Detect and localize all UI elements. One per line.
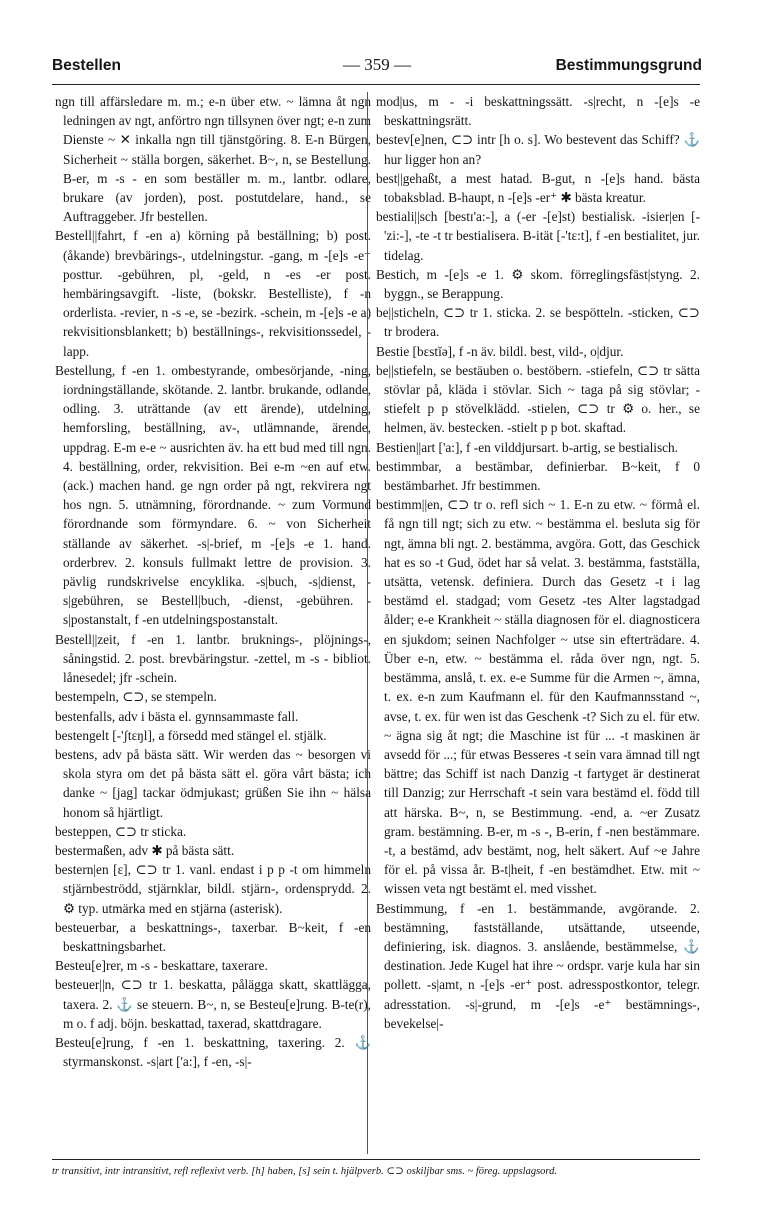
entry-paragraph: Bestimmung, f -en 1. bestämmande, avgörande. 2. bestämning, fastställande, utsättande, utseende, definiering, isk. diagnos. 3. anslående, bestämmelse, ⚓ destination. Jede Kugel hat ihre ~ ordspr. varje kula har sin pollett. -s|amt, n -[e]s -er⁺ post. adresspostkontor, telegr. adresstation. -s|-grund, m -[e]s -e⁺ bestämnings-, bevekelse|- bbox=[376, 900, 700, 1031]
entry-paragraph: ngn till affärsledare m. m.; e-n über etw. ~ lämna åt ngn ledningen av ngt, anförtro ngn tillsynen över ngt; e-n zum Dienste ~ ✕ inkalla ngn till tjänstgöring. 8. E-n Bürgen, Sicherheit ~ ställa borgen, säkerhet. B~, n, se Bestellung. B-er, m -s - en som beställer m. m., lantbr. odlare, brukare (av jorden), post. postutdelare, hand., se Auftraggeber. Jfr bestellen. bbox=[55, 94, 371, 225]
footer-rule bbox=[52, 1159, 700, 1160]
entry-paragraph: bestimmbar, a bestämbar, definierbar. B~keit, f 0 bestämbarhet. Jfr bestimmen. bbox=[376, 458, 700, 494]
entry-paragraph: Bestell||zeit, f -en 1. lantbr. bruknings-, plöjnings-, såningstid. 2. post. brevbäringstur. -zettel, m -s - bibliot. lånesedel; jfr -schein. bbox=[55, 631, 371, 686]
page-header bbox=[52, 55, 702, 81]
entry-paragraph: be||sticheln, ⊂⊃ tr 1. sticka. 2. se bespötteln. -sticken, ⊂⊃ tr brodera. bbox=[376, 305, 700, 340]
entry-paragraph: bestiali||sch [bestɪ'a:-], a (-er -[e]st) bestialisk. -isier|en [-'zi:-], -te -t tr bestialisera. B-ität [-'tɛ:t], f -en bestialitet, jur. tidelag. bbox=[376, 209, 700, 263]
entry-paragraph: bestimm||en, ⊂⊃ tr o. refl sich ~ 1. E-n zu etw. ~ förmå el. få ngn till ngt; sich zu etw. ~ bestämma el. besluta sig för ngt, ämna bli ngt. 2. bestämma, avgöra. Gott, das Geschick hat es so -t Gud, ödet har så velat. 3. bestämma, fastställa, utsätta, vetensk. definiera. Durch das Gesetz -t i lag bestämd el. stadgad; vom Gesetz -tes Alter lagstadgad ålder; e-e Krankheit ~ ställa diagnosen för el. diagnosticera en sjukdom; seinen Nachfolger ~ utse sin efterträdare. 4. Über e-n, etw. ~ bestämma el. råda över ngn, ngt. 5. bestämma, anslå, t. ex. e-e Summe für die Armen ~, ämna, t. ex. e-n zum Kaufmann el. für den Kaufmannsstand ~, avse, t. ex. für wen ist das Geschenk -t? Sich zu el. für etw. ~ ägna sig åt ngt; die Maschine ist für ... -t maskinen är avsedd för ...; für etwas Besseres -t sein vara ämnad till ngt bättre; das Schiff ist nach Danzig -t fartyget är destinerat till Danzig; zur Herrschaft -t sein vara bestämd el. född till att härska. B~, n, se Bestimmung. -end, a. ~er Zusatz gram. bestämning. B-er, m -s -, B-erin, f -nen bestämmare. -t, a bestämd, adv bestämt, nog, helt säkert. Auf ~e Jahre för el. på vissa år. B-t|heit, f -en bestämdhet. Etw. mit ~ wissen veta ngt bestämt el. med visshet. bbox=[376, 497, 700, 897]
entry-paragraph: Bestien||art ['a:], f -en vilddjursart. b-artig, se bestialisch. bbox=[376, 439, 679, 455]
header-left-guideword: Bestellen bbox=[52, 57, 121, 74]
entry-paragraph: Bestich, m -[e]s -e 1. ⚙ skom. förreglingsfäst|styng. 2. byggn., se Berappung. bbox=[376, 266, 700, 302]
entry-paragraph: mod|us, m - -i beskattningssätt. -s|recht, n -[e]s -e beskattningsrätt. bbox=[376, 94, 700, 129]
header-rule bbox=[52, 84, 700, 85]
entry-paragraph: bestermaßen, adv ✱ på bästa sätt. bbox=[55, 842, 235, 858]
entry-paragraph: bestev[e]nen, ⊂⊃ intr [h o. s]. Wo bestevent das Schiff? ⚓ hur ligger hon an? bbox=[376, 132, 700, 167]
entry-paragraph: bestens, adv på bästa sätt. Wir werden das ~ besorgen vi skola styra om det på bästa sätt el. göra vårt bästa; ich danke ~ [jag] tackar ödmjukast; grüßen Sie ihn ~ hälsa honom så hjärtligt. bbox=[55, 746, 371, 820]
entry-paragraph: Bestell||fahrt, f -en a) körning på beställning; b) post. (åkande) brevbärings-, utdelningstur. -gang, m -[e]s -e⁺ posttur. -gebühren, pl, -geld, n -es -er post. hembäringsavgift. -liste, (bokskr. Bestelliste), f -n orderlista. -revier, n -s -e, se -bezirk. -schein, m -[e]s -e a) rekvisitionsblankett; b) beställnings-, rekvisitionssedel, -lapp. bbox=[55, 228, 371, 359]
entry-paragraph: bestempeln, ⊂⊃, se stempeln. bbox=[55, 689, 217, 705]
entry-paragraph: bestern|en [ɛ], ⊂⊃ tr 1. vanl. endast i p p -t om himmeln stjärnbeströdd, stjärnklar, bildl. stjärn-, ordensprydd. 2. ⚙ typ. utmärka med en stjärna (asterisk). bbox=[55, 862, 371, 916]
abbreviation-legend: tr transitivt, intr intransitivt, refl reflexivt verb. [h] haben, [s] sein t. hjälpverb. ⊂⊃ oskiljbar sms. ~ föreg. uppslagsord. bbox=[52, 1166, 557, 1177]
entry-paragraph: best||gehaßt, a mest hatad. B-gut, n -[e]s hand. bästa tobaksblad. B-haupt, n -[e]s -er⁺ ✱ bästa kreatur. bbox=[376, 170, 700, 206]
entry-paragraph: bestengelt [-'ʃtɛŋl], a försedd med stängel el. stjälk. bbox=[55, 727, 327, 743]
left-column bbox=[55, 92, 371, 1156]
column-divider bbox=[367, 92, 368, 1154]
entry-paragraph: Besteu[e]rung, f -en 1. beskattning, taxering. 2. ⚓ styrmanskonst. -s|art ['a:], f -en, -s|- bbox=[55, 1034, 371, 1070]
entry-paragraph: Besteu[e]rer, m -s - beskattare, taxerare. bbox=[55, 958, 268, 974]
right-column bbox=[376, 92, 700, 1156]
entry-paragraph: Bestellung, f -en 1. ombestyrande, ombesörjande, -ning, iordningställande, skötande. 2. lantbr. brukande, odlande, odling. 3. uträttande (av ett ärende), utdelning, hemforsling, beställning, av-, utlämnande, ärende, uppdrag. E-m e-e ~ ausrichten äv. ha ett bud med till ngn. 4. beställning, order, rekvisition. Bei e-m ~en auf etw. (ack.) machen hand. ge ngn order på ngt, rekvirera ngt hos ngn. 5. utnämning, förordnande. ~ zum Vormund förordnande som förmyndare. 6. ~ von Sicherheit ställande av säkerhet. -s|-brief, m -[e]s -e 1. hand. orderbrev. 2. konsuls fullmakt lettre de provision. 3. pävlig rundskrivelse encyklika. -s|buch, -s|dienst, -s|gebühren, se Bestell|buch, -dienst, -gebühren. -s|postanstalt, f -en utdelningspostanstalt. bbox=[55, 362, 371, 628]
page-number: — 359 — bbox=[343, 55, 411, 74]
entry-paragraph: besteuerbar, a beskattnings-, taxerbar. B~keit, f -en beskattningsbarhet. bbox=[55, 919, 371, 954]
entry-paragraph: besteuer||n, ⊂⊃ tr 1. beskatta, pålägga skatt, skattlägga, taxera. 2. ⚓ se steuern. B~, n, se Besteu[e]rung. B-te(r), m o. f adj. böjn. beskattad, taxerad, skattdragare. bbox=[55, 977, 371, 1031]
entry-paragraph: Bestie [bɛstĭə], f -n äv. bildl. best, vild-, o|djur. bbox=[376, 343, 624, 359]
header-right-guideword: Bestimmungsgrund bbox=[555, 57, 702, 74]
entry-paragraph: bestenfalls, adv i bästa el. gynnsammaste fall. bbox=[55, 708, 299, 724]
entry-paragraph: besteppen, ⊂⊃ tr sticka. bbox=[55, 823, 187, 839]
entry-paragraph: be||stiefeln, se bestäuben o. bestöbern. -stiefeln, ⊂⊃ tr sätta stövlar på, kläda i stövlar. Sich ~ taga på sig stövlar; -stiefelt p p stövelklädd. -stielen, ⊂⊃ tr ⚙ o. her., se helmen, äv. bestecken. -stielt p p bot. skaftad. bbox=[376, 362, 700, 436]
